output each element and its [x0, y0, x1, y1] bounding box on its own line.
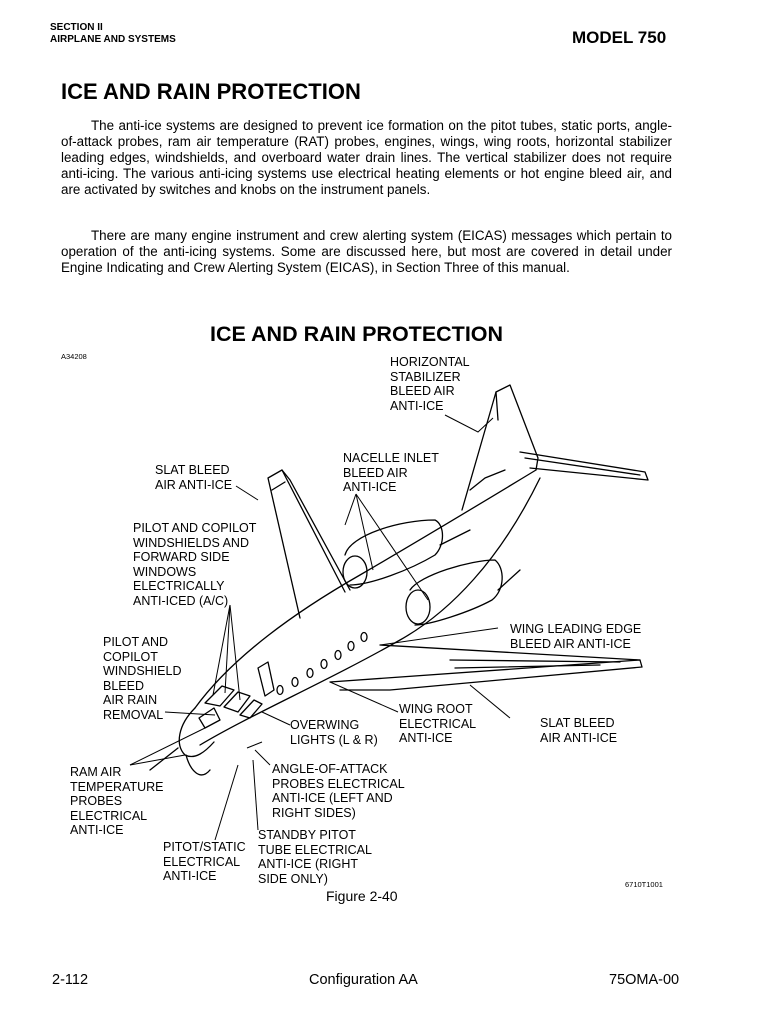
wing-left — [268, 470, 345, 618]
label-wing-leading-edge: WING LEADING EDGE BLEED AIR ANTI-ICE — [510, 622, 642, 651]
paragraph-1: The anti-ice systems are designed to prevent ice formation on the pitot tubes, static ports, angle-of-attack probes, ram air temperature (RAT) probes, engines, wings, wing roots, horizontal stabilizer leading edges, windshields, and overboard water drain lines. The vertical stabilizer does not require anti-icing. The various anti-icing systems use electrical heating elements or hot engine bleed air, and are activated by switches and knobs on the instrument panels. — [61, 118, 672, 197]
configuration-label: Configuration AA — [309, 972, 418, 988]
label-windshields: PILOT AND COPILOT WINDSHIELDS AND FORWARD SIDE WINDOWS ELECTRICALLY ANTI-ICED (A/C) — [133, 521, 257, 608]
paragraph-2: There are many engine instrument and crew alerting system (EICAS) messages which pertain to operation of the anti-icing systems. Some are discussed here, but most are covered in detail under Engine Indicating and Crew Alerting System (EICAS), in Section Three of this manual. — [61, 228, 672, 275]
figure-caption: Figure 2-40 — [326, 888, 398, 904]
model-label: MODEL 750 — [572, 28, 667, 47]
horizontal-stabilizer-right — [520, 452, 648, 480]
cabin-windows — [277, 633, 367, 695]
fuselage-bottom — [200, 478, 540, 745]
label-horizontal-stabilizer: HORIZONTAL STABILIZER BLEED AIR ANTI-ICE — [390, 355, 470, 413]
label-slat-bleed-left: SLAT BLEED AIR ANTI-ICE — [155, 463, 233, 492]
subsection-label: AIRPLANE AND SYSTEMS — [50, 34, 176, 45]
label-slat-bleed-right: SLAT BLEED AIR ANTI-ICE — [540, 716, 618, 745]
label-rain-removal: PILOT AND COPILOT WINDSHIELD BLEED AIR RAIN REMOVAL — [103, 635, 182, 722]
figure-id-code: A34208 — [61, 352, 87, 361]
label-nacelle-inlet: NACELLE INLET BLEED AIR ANTI-ICE — [343, 451, 439, 494]
label-angle-of-attack: ANGLE-OF-ATTACK PROBES ELECTRICAL ANTI-ICE (LEFT AND RIGHT SIDES) — [272, 762, 405, 820]
label-pitot-static: PITOT/STATIC ELECTRICAL ANTI-ICE — [163, 840, 246, 883]
page-title: ICE AND RAIN PROTECTION — [61, 79, 361, 104]
label-overwing-lights: OVERWING LIGHTS (L & R) — [290, 718, 378, 747]
cabin-door — [258, 662, 274, 696]
label-standby-pitot: STANDBY PITOT TUBE ELECTRICAL ANTI-ICE (RIGHT SIDE ONLY) — [258, 828, 372, 886]
document-number: 75OMA-00 — [609, 972, 680, 988]
drawing-code: 6710T1001 — [625, 880, 663, 889]
section-label: SECTION II — [50, 22, 103, 33]
label-ram-air: RAM AIR TEMPERATURE PROBES ELECTRICAL ANTI-ICE — [70, 765, 164, 837]
side-window — [199, 708, 220, 728]
figure-title: ICE AND RAIN PROTECTION — [210, 322, 504, 346]
windshield-left — [205, 686, 234, 706]
page-number: 2-112 — [52, 972, 89, 988]
label-wing-root: WING ROOT ELECTRICAL ANTI-ICE — [399, 702, 477, 745]
